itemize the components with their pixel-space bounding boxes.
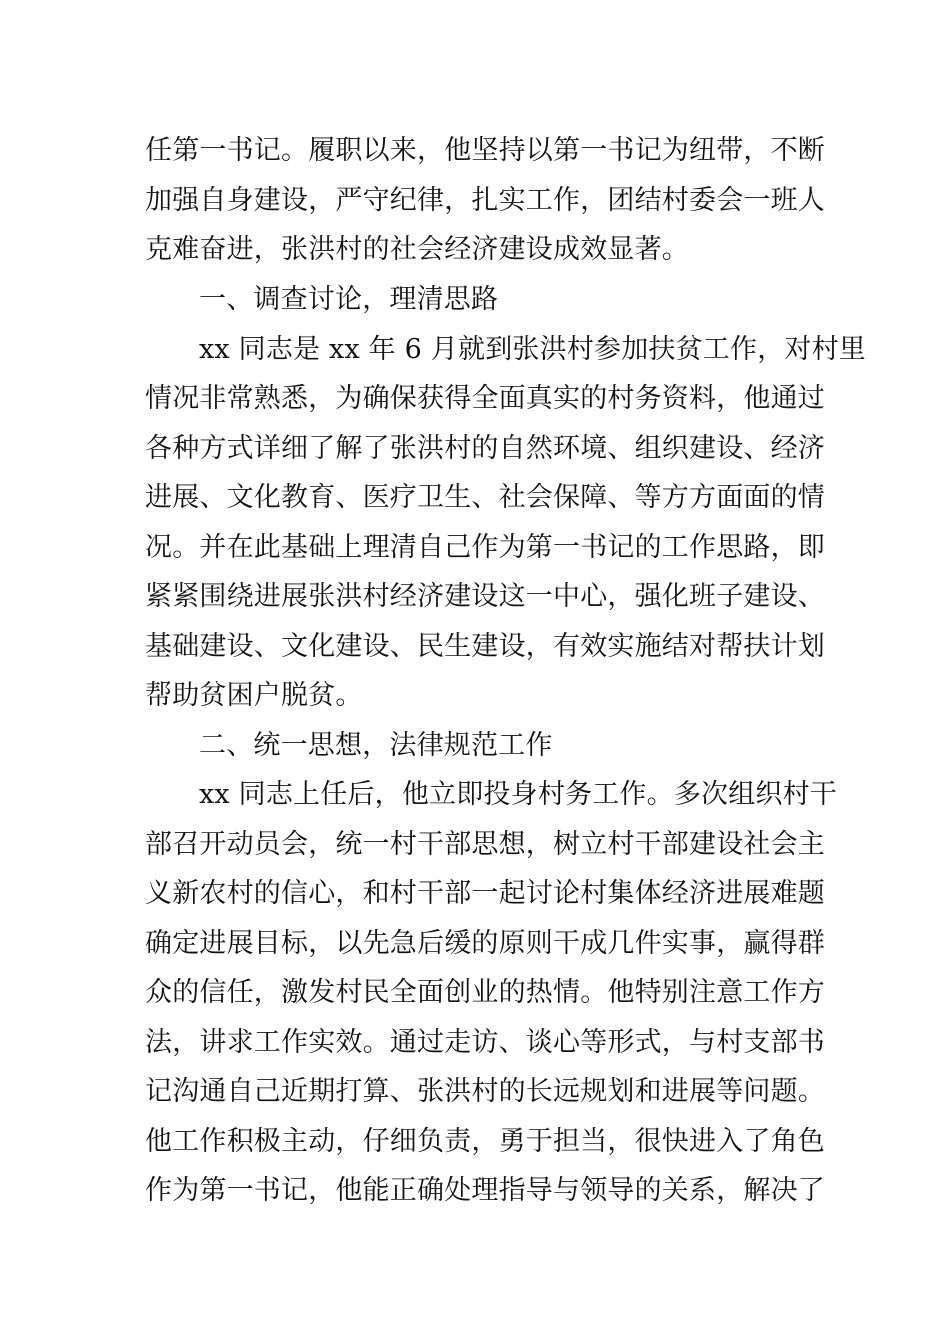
paragraph-line: 情况非常熟悉，为确保获得全面真实的村务资料，他通过 xyxy=(145,383,825,414)
paragraph-line: 况。并在此基础上理清自己作为第一书记的工作思路，即 xyxy=(145,532,825,563)
paragraph-line: 加强自身建设，严守纪律，扎实工作，团结村委会一班人 xyxy=(145,185,825,216)
paragraph-line: 法，讲求工作实效。通过走访、谈心等形式，与村支部书 xyxy=(145,1027,825,1058)
paragraph-line: xx 同志上任后，他立即投身村务工作。多次组织村干 xyxy=(199,779,838,810)
paragraph-line: 作为第一书记，他能正确处理指导与领导的关系，解决了 xyxy=(145,1175,825,1206)
paragraph-line: 各种方式详细了解了张洪村的自然环境、组织建设、经济 xyxy=(145,433,825,464)
paragraph-line: 记沟通自己近期打算、张洪村的长远规划和进展等问题。 xyxy=(145,1076,825,1107)
section-heading: 二、统一思想，法律规范工作 xyxy=(199,730,553,761)
paragraph-line: 帮助贫困户脱贫。 xyxy=(145,680,363,711)
paragraph-line: 克难奋进，张洪村的社会经济建设成效显著。 xyxy=(145,234,689,265)
paragraph-line: 紧紧围绕进展张洪村经济建设这一中心，强化班子建设、 xyxy=(145,581,825,612)
paragraph-line: 他工作积极主动，仔细负责，勇于担当，很快进入了角色 xyxy=(145,1126,825,1157)
paragraph-line: 部召开动员会，统一村干部思想，树立村干部建设社会主 xyxy=(145,829,825,860)
section-heading: 一、调查讨论，理清思路 xyxy=(199,284,499,315)
paragraph-line: 任第一书记。履职以来，他坚持以第一书记为纽带，不断 xyxy=(145,135,825,166)
paragraph-line: 基础建设、文化建设、民生建设，有效实施结对帮扶计划 xyxy=(145,631,825,662)
paragraph-line: 众的信任，激发村民全面创业的热情。他特别注意工作方 xyxy=(145,977,825,1008)
paragraph-line: 义新农村的信心，和村干部一起讨论村集体经济进展难题 xyxy=(145,878,825,909)
paragraph-line: 确定进展目标，以先急后缓的原则干成几件实事，赢得群 xyxy=(145,928,825,959)
paragraph-line: xx 同志是 xx 年 6 月就到张洪村参加扶贫工作，对村里 xyxy=(199,334,866,365)
paragraph-line: 进展、文化教育、医疗卫生、社会保障、等方方面面的情 xyxy=(145,482,825,513)
